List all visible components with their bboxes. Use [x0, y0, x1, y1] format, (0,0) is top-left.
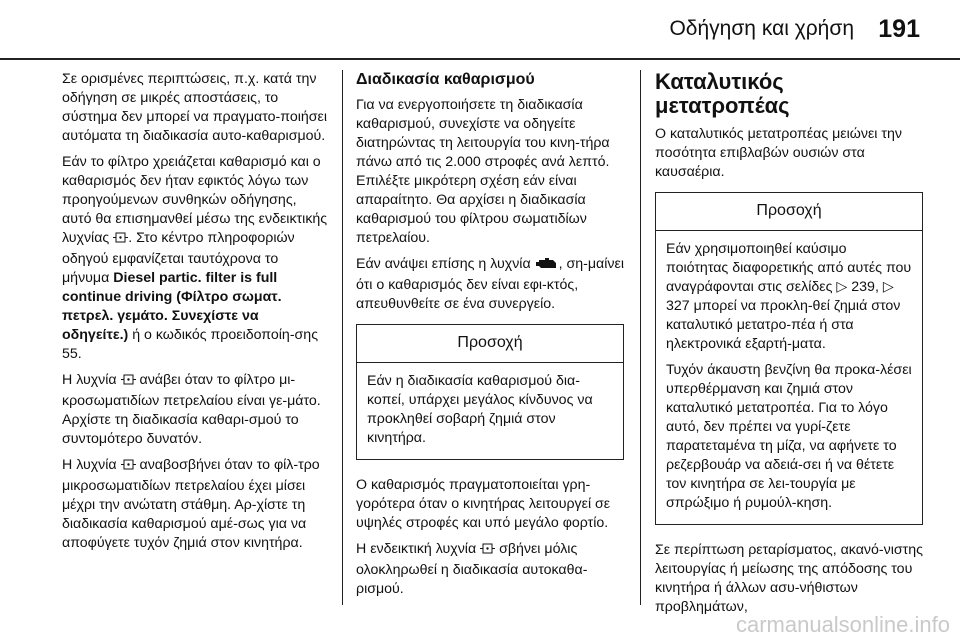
header-divider: [0, 58, 960, 60]
column-3: [655, 70, 923, 624]
caution-title: Προσοχή: [656, 193, 922, 231]
paragraph: Η ενδεικτική λυχνία σβήνει μόλις ολοκληρωθεί η διαδικασία αυτοκαθα-ρισμού.: [356, 541, 588, 597]
caution-box: [655, 192, 923, 525]
caution-text: Εάν η διαδικασία καθαρισμού δια-κοπεί, υπάρχει μεγάλος κίνδυνος να προκληθεί σοβαρή ζημιά στον κινητήρα.: [367, 373, 593, 446]
page-header: [0, 0, 960, 58]
paragraph: Εάν το φίλτρο χρειάζεται καθαρισμό και ο καθαρισμός δεν ήταν εφικτός λόγω των προηγούμενων συνθηκών οδήγησης, αυτό θα επισημανθεί μέσω της ενδεικτικής λυχνίας . Στο κέντρο πληροφοριών οδηγού εμφανίζεται ταυτόχρονα το μήνυμα Diesel partic. filter is full continue driving (Φίλτρο σωματ. πετρελ. γεμάτο. Συνεχίστε να οδηγείτε.) ή ο κωδικός προειδοποίη-σης 55.: [62, 154, 328, 362]
column-divider-1: [342, 70, 343, 605]
column-divider-2: [640, 70, 641, 605]
page-ref-arrow-icon: ▷: [882, 279, 894, 295]
watermark: carmanualsonline.info: [735, 612, 950, 637]
caution-text: Τυχόν άκαυστη βενζίνη θα προκα-λέσει υπερθέρμανση και ζημιά στον καταλυτικό μετατροπέα. Για το λόγο αυτό, δεν πρέπει να γυρί-ζετε παρατεταμένα τη μίζα, να αφήνετε το ρεζερβουάρ να αδειά-σει ή να θέτετε τον κινητήρα σε λει-τουργία με σπρώξιμο ή ρυμούλ-κηση.: [666, 362, 912, 511]
page-reference[interactable]: 239: [851, 279, 875, 295]
paragraph: Η λυχνία ανάβει όταν το φίλτρο μι-κροσωματιδίων πετρελαίου είναι γε-μάτο. Αρχίστε τη διαδικασία καθαρι-σμού το συντομότερο δυνατόν.: [62, 372, 321, 447]
paragraph: Σε ορισμένες περιπτώσεις, π.χ. κατά την οδήγηση σε μικρές αποστάσεις, το σύστημα δεν μπορεί να πραγματο-ποιήσει αυτόματα τη διαδικασία αυτο-καθαρισμού.: [62, 71, 328, 144]
engine-warning-icon: [535, 257, 559, 276]
diesel-filter-icon: [121, 458, 136, 477]
page-number: 191: [878, 15, 920, 43]
diesel-filter-icon: [480, 542, 495, 561]
page-ref-arrow-icon: ▷: [836, 279, 848, 295]
caution-box: [356, 324, 624, 460]
section-heading: Διαδικασία καθαρισμού: [356, 71, 535, 88]
caution-text: Εάν χρησιμοποιηθεί καύσιμο ποιότητας διαφορετικής από αυτές που αναγράφονται στις σελίδες ▷ 239, ▷ 327 μπορεί να προκλη-θεί ζημιά στον καταλυτικό μετατρο-πέα ή στα ηλεκτρονικά εξαρτή-ματα.: [666, 241, 912, 352]
diesel-filter-icon: [121, 373, 136, 392]
diesel-filter-icon: [113, 231, 128, 250]
paragraph: Η λυχνία αναβοσβήνει όταν το φίλ-τρο μικροσωματιδίων πετρελαίου έχει μίσει μέχρι την ανώτατη στάθμη. Αρ-χίστε τη διαδικασία καθαρισμού αμέ-σως για να αποφύγετε τυχόν ζημιά στον κινητήρα.: [62, 457, 320, 551]
page-reference[interactable]: 327: [666, 298, 690, 314]
caution-title: Προσοχή: [357, 325, 623, 363]
display-message: Diesel partic. filter is full continue driving (Φίλτρο σωματ. πετρελ. γεμάτο. Συνεχίστε να οδηγείτε.): [62, 270, 282, 343]
paragraph: Εάν ανάψει επίσης η λυχνία , ση-μαίνει ότι ο καθαρισμός δεν είναι εφι-κτός, απευθυνθείτε σε ένα συνεργείο.: [356, 256, 624, 312]
chapter-title: Οδήγηση και χρήση: [669, 17, 854, 40]
paragraph: Για να ενεργοποιήσετε τη διαδικασία καθαρισμού, συνεχίστε να οδηγείτε διατηρώντας τη λειτουργία του κινη-τήρα πάνω από τις 2.000 στροφές ανά λεπτό. Επιλέξτε μικρότερη σχέση εάν είναι απαραίτητο. Θα αρχίσει η διαδικασία καθαρισμού του φίλτρου σωματιδίων πετρελαίου.: [356, 97, 610, 246]
section-heading: Καταλυτικός μετατροπέας: [655, 69, 790, 118]
paragraph: Ο καταλυτικός μετατροπέας μειώνει την ποσότητα επιβλαβών ουσιών στα καυσαέρια.: [655, 126, 902, 180]
column-1: [62, 70, 328, 560]
column-2: [356, 70, 624, 606]
paragraph: Σε περίπτωση ρεταρίσματος, ακανό-νιστης λειτουργίας ή μείωσης της απόδοσης του κινητήρα ή άλλων ασυ-νήθιστων προβλημάτων,: [655, 542, 923, 615]
paragraph: Ο καθαρισμός πραγματοποιείται γρη-γορότερα όταν ο κινητήρας λειτουργεί σε υψηλές στροφές και υπό μεγάλο φορτίο.: [356, 477, 611, 531]
